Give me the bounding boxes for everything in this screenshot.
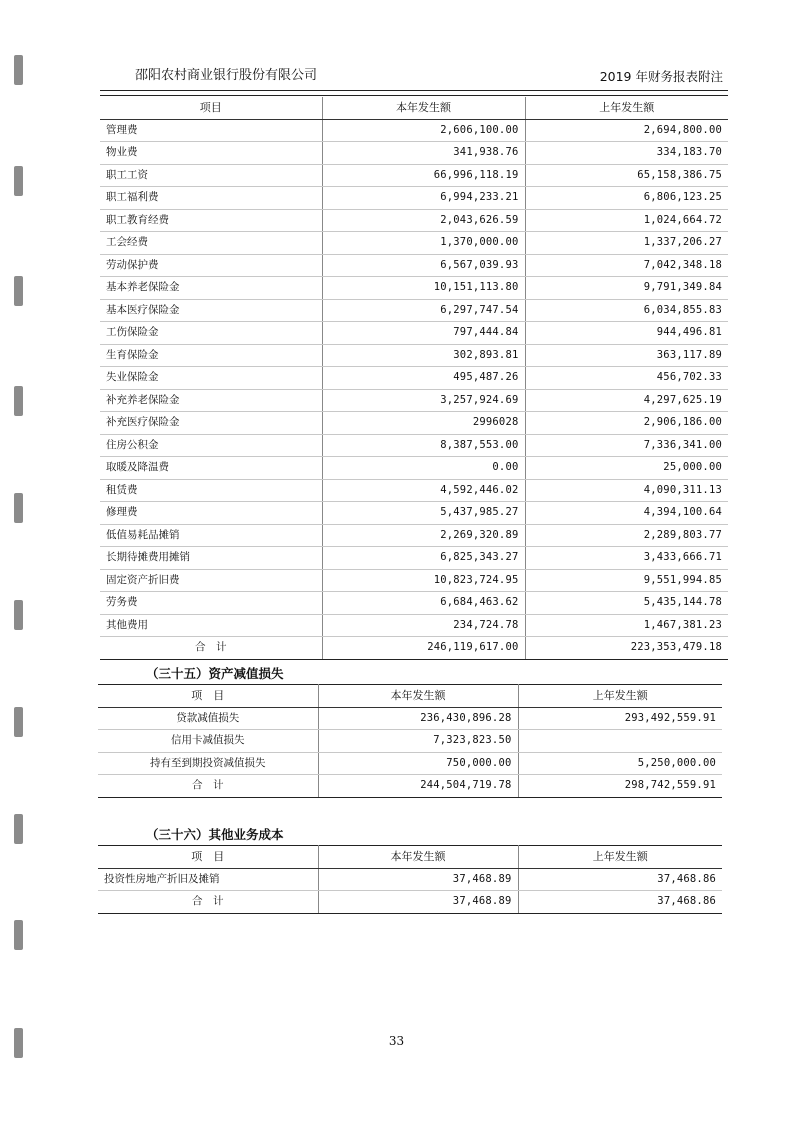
table-row	[100, 254, 728, 277]
row-current-year-value: 7,323,823.50	[318, 730, 518, 753]
row-current-year-value: 3,257,924.69	[322, 389, 525, 412]
row-prior-year-value: 293,492,559.91	[518, 707, 722, 730]
table-row	[100, 277, 728, 300]
total-label: 合 计	[98, 775, 318, 798]
column-header-prior-year: 上年发生额	[518, 685, 722, 708]
row-current-year-value: 4,592,446.02	[322, 479, 525, 502]
row-item-name: 其他费用	[100, 614, 322, 637]
row-item-name: 长期待摊费用摊销	[100, 547, 322, 570]
column-header-prior-year: 上年发生额	[518, 846, 722, 869]
expense-table	[100, 97, 728, 660]
table-row	[100, 457, 728, 480]
total-current-year: 37,468.89	[318, 891, 518, 914]
table-row	[100, 434, 728, 457]
binder-hole-mark	[14, 386, 23, 416]
total-label: 合 计	[98, 891, 318, 914]
column-header-item: 项 目	[98, 846, 318, 869]
row-item-name: 工会经费	[100, 232, 322, 255]
row-current-year-value: 236,430,896.28	[318, 707, 518, 730]
table-row	[98, 730, 722, 753]
table-row	[100, 299, 728, 322]
row-current-year-value: 1,370,000.00	[322, 232, 525, 255]
row-current-year-value: 6,994,233.21	[322, 187, 525, 210]
table-row	[100, 344, 728, 367]
row-prior-year-value: 65,158,386.75	[525, 164, 728, 187]
row-prior-year-value: 944,496.81	[525, 322, 728, 345]
table-row	[100, 569, 728, 592]
binder-hole-mark	[14, 166, 23, 196]
table-row	[100, 232, 728, 255]
total-prior-year: 223,353,479.18	[525, 637, 728, 660]
row-item-name: 职工福利费	[100, 187, 322, 210]
row-prior-year-value: 2,694,800.00	[525, 119, 728, 142]
row-prior-year-value: 6,806,123.25	[525, 187, 728, 210]
row-item-name: 基本医疗保险金	[100, 299, 322, 322]
total-prior-year: 298,742,559.91	[518, 775, 722, 798]
row-prior-year-value: 456,702.33	[525, 367, 728, 390]
row-prior-year-value: 7,042,348.18	[525, 254, 728, 277]
row-item-name: 职工教育经费	[100, 209, 322, 232]
table-row	[100, 479, 728, 502]
column-header-item: 项 目	[98, 685, 318, 708]
row-current-year-value: 6,567,039.93	[322, 254, 525, 277]
table-row	[100, 502, 728, 525]
company-name: 邵阳农村商业银行股份有限公司	[135, 68, 318, 83]
row-current-year-value: 234,724.78	[322, 614, 525, 637]
row-prior-year-value: 4,394,100.64	[525, 502, 728, 525]
row-current-year-value: 750,000.00	[318, 752, 518, 775]
column-header-current-year: 本年发生额	[318, 846, 518, 869]
table-row	[100, 614, 728, 637]
row-current-year-value: 6,825,343.27	[322, 547, 525, 570]
column-header-current-year: 本年发生额	[318, 685, 518, 708]
table-row	[100, 367, 728, 390]
row-current-year-value: 2,043,626.59	[322, 209, 525, 232]
binder-hole-mark	[14, 276, 23, 306]
column-header-current-year: 本年发生额	[322, 97, 525, 119]
table-row	[100, 412, 728, 435]
row-item-name: 取暖及降温费	[100, 457, 322, 480]
row-current-year-value: 341,938.76	[322, 142, 525, 165]
table-row	[100, 322, 728, 345]
row-current-year-value: 5,437,985.27	[322, 502, 525, 525]
row-prior-year-value: 25,000.00	[525, 457, 728, 480]
row-prior-year-value: 7,336,341.00	[525, 434, 728, 457]
row-prior-year-value: 363,117.89	[525, 344, 728, 367]
row-item-name: 劳动保护费	[100, 254, 322, 277]
table-row	[100, 547, 728, 570]
table-row	[100, 187, 728, 210]
table-row	[100, 389, 728, 412]
row-prior-year-value: 3,433,666.71	[525, 547, 728, 570]
section-title: （三十六）其他业务成本	[146, 827, 284, 842]
row-item-name: 补充养老保险金	[100, 389, 322, 412]
row-prior-year-value: 2,906,186.00	[525, 412, 728, 435]
total-current-year: 244,504,719.78	[318, 775, 518, 798]
row-current-year-value: 6,297,747.54	[322, 299, 525, 322]
page-number: 33	[388, 1034, 405, 1048]
table-header-row	[98, 685, 722, 708]
row-item-name: 补充医疗保险金	[100, 412, 322, 435]
row-prior-year-value: 5,250,000.00	[518, 752, 722, 775]
row-current-year-value: 66,996,118.19	[322, 164, 525, 187]
row-current-year-value: 37,468.89	[318, 868, 518, 891]
binder-hole-mark	[14, 814, 23, 844]
other-business-cost-table	[98, 845, 722, 914]
row-current-year-value: 495,487.26	[322, 367, 525, 390]
table-row	[100, 209, 728, 232]
row-prior-year-value: 4,297,625.19	[525, 389, 728, 412]
row-current-year-value: 2996028	[322, 412, 525, 435]
row-prior-year-value: 1,467,381.23	[525, 614, 728, 637]
binder-hole-mark	[14, 55, 23, 85]
row-item-name: 物业费	[100, 142, 322, 165]
row-item-name: 基本养老保险金	[100, 277, 322, 300]
row-current-year-value: 8,387,553.00	[322, 434, 525, 457]
row-prior-year-value	[518, 730, 722, 753]
total-current-year: 246,119,617.00	[322, 637, 525, 660]
row-current-year-value: 2,606,100.00	[322, 119, 525, 142]
section-title: （三十五）资产减值损失	[146, 666, 284, 681]
row-current-year-value: 0.00	[322, 457, 525, 480]
table-row	[100, 524, 728, 547]
table-row	[100, 119, 728, 142]
header-rule	[100, 90, 728, 91]
row-item-name: 投资性房地产折旧及摊销	[98, 868, 318, 891]
row-current-year-value: 10,151,113.80	[322, 277, 525, 300]
table-header-row	[98, 846, 722, 869]
row-item-name: 低值易耗品摊销	[100, 524, 322, 547]
row-item-name: 生育保险金	[100, 344, 322, 367]
total-row	[98, 775, 722, 798]
row-prior-year-value: 5,435,144.78	[525, 592, 728, 615]
table-row	[100, 142, 728, 165]
row-prior-year-value: 9,791,349.84	[525, 277, 728, 300]
row-item-name: 贷款减值损失	[98, 707, 318, 730]
table-row	[98, 868, 722, 891]
column-header-item: 项目	[100, 97, 322, 119]
row-item-name: 修理费	[100, 502, 322, 525]
row-prior-year-value: 334,183.70	[525, 142, 728, 165]
row-current-year-value: 797,444.84	[322, 322, 525, 345]
binder-hole-mark	[14, 600, 23, 630]
row-item-name: 劳务费	[100, 592, 322, 615]
total-row	[100, 637, 728, 660]
binder-hole-mark	[14, 493, 23, 523]
row-item-name: 固定资产折旧费	[100, 569, 322, 592]
row-prior-year-value: 6,034,855.83	[525, 299, 728, 322]
table-row	[98, 752, 722, 775]
row-prior-year-value: 9,551,994.85	[525, 569, 728, 592]
row-current-year-value: 6,684,463.62	[322, 592, 525, 615]
row-item-name: 工伤保险金	[100, 322, 322, 345]
report-title: 2019 年财务报表附注	[599, 69, 723, 84]
row-item-name: 管理费	[100, 119, 322, 142]
row-item-name: 租赁费	[100, 479, 322, 502]
row-item-name: 失业保险金	[100, 367, 322, 390]
impairment-loss-table	[98, 684, 722, 798]
binder-hole-mark	[14, 920, 23, 950]
binder-hole-mark	[14, 707, 23, 737]
total-prior-year: 37,468.86	[518, 891, 722, 914]
row-prior-year-value: 1,024,664.72	[525, 209, 728, 232]
table-row	[100, 164, 728, 187]
row-prior-year-value: 37,468.86	[518, 868, 722, 891]
row-prior-year-value: 1,337,206.27	[525, 232, 728, 255]
row-item-name: 住房公积金	[100, 434, 322, 457]
row-item-name: 持有至到期投资减值损失	[98, 752, 318, 775]
table-row	[98, 707, 722, 730]
row-current-year-value: 2,269,320.89	[322, 524, 525, 547]
table-header-row	[100, 97, 728, 119]
row-prior-year-value: 2,289,803.77	[525, 524, 728, 547]
table-row	[100, 592, 728, 615]
header-rule	[100, 95, 728, 96]
row-current-year-value: 302,893.81	[322, 344, 525, 367]
row-current-year-value: 10,823,724.95	[322, 569, 525, 592]
total-label: 合 计	[100, 637, 322, 660]
row-prior-year-value: 4,090,311.13	[525, 479, 728, 502]
column-header-prior-year: 上年发生额	[525, 97, 728, 119]
row-item-name: 职工工资	[100, 164, 322, 187]
total-row	[98, 891, 722, 914]
row-item-name: 信用卡减值损失	[98, 730, 318, 753]
